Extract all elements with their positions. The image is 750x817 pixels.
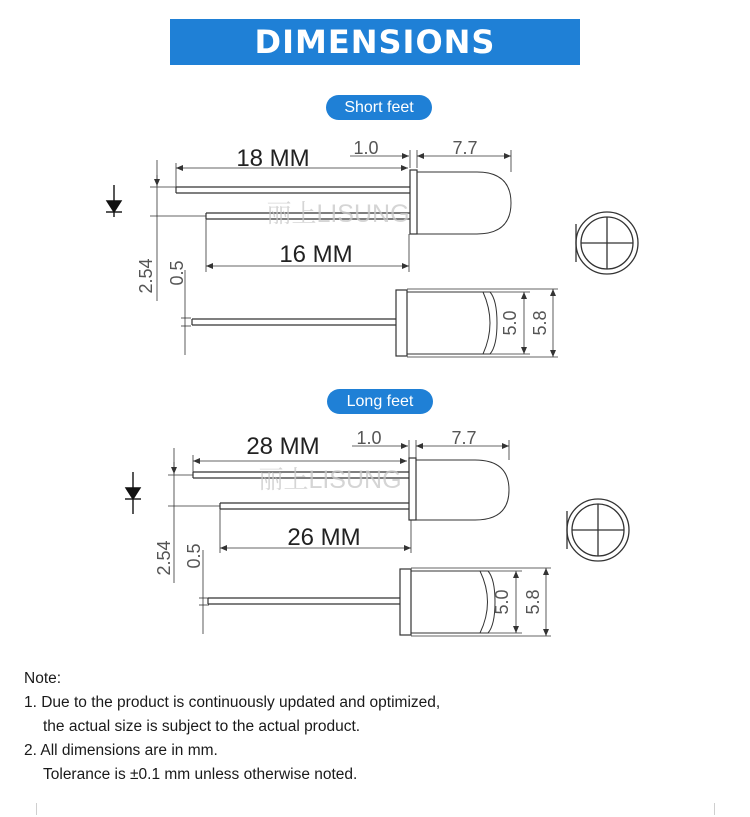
short-end-view [576,212,638,274]
short-watermark: 丽上LISUNG [266,200,410,228]
note-2-line-2: Tolerance is ±0.1 mm unless otherwise noted. [43,766,358,783]
note-1-line-2: the actual size is subject to the actual product. [43,718,361,735]
short-short-lead-dim: 16 MM [279,241,353,268]
short-lead-width-dim: 0.5 [167,260,187,286]
long-feet-label: Long feet [327,389,433,414]
notes-block [24,667,440,787]
long-lead-width-dim: 0.5 [184,543,204,569]
notes-heading: Note: [24,670,62,687]
short-outer-diameter-dim: 5.8 [530,310,550,336]
short-pitch-dim: 2.54 [136,258,156,294]
note-1-line-1: 1. Due to the product is continuously updated and optimized, [24,694,441,711]
long-outer-diameter-dim: 5.8 [523,589,543,615]
long-body-len-dim: 7.7 [451,428,477,448]
long-inner-diameter-dim: 5.0 [492,589,512,615]
short-inner-diameter-dim: 5.0 [500,310,520,336]
short-gap-dim: 1.0 [353,138,379,158]
short-body-len-dim: 7.7 [452,138,478,158]
long-end-view [567,499,629,561]
short-feet-label: Short feet [326,95,432,120]
right-edge-tick [714,803,715,815]
long-gap-dim: 1.0 [356,428,382,448]
short-polarity-mark [106,185,122,217]
short-long-lead-dim: 18 MM [236,145,310,172]
long-long-lead-dim: 28 MM [246,433,320,460]
long-watermark: 丽上LISUNG [258,466,402,494]
page-title: DIMENSIONS [170,19,580,65]
long-short-lead-dim: 26 MM [287,524,361,551]
long-pitch-dim: 2.54 [154,540,174,576]
left-edge-tick [36,803,37,815]
long-polarity-mark [125,472,141,514]
note-2-line-1: 2. All dimensions are in mm. [24,742,218,759]
